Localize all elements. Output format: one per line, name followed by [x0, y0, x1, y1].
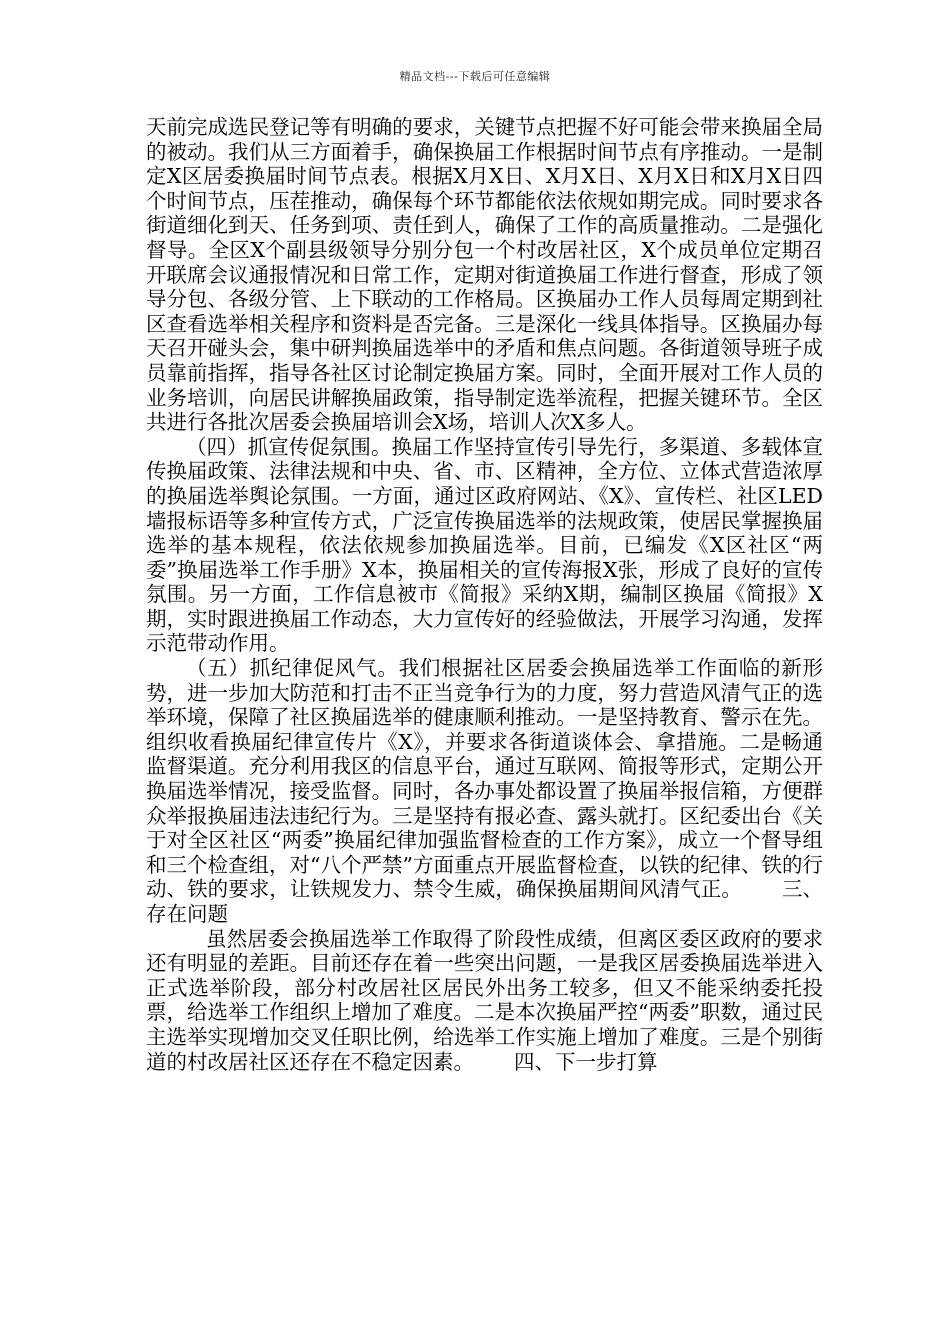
paragraph-2-text: （四）抓宣传促氛围。换届工作坚持宣传引导先行，多渠道、多载体宣传换届政策、法律法规和中央、省、市、区精神，全方位、立体式营造浓厚的换届选举舆论氛围。一方面，通过区政府网站、《X》、宣传栏、社区LED墙报标语等多种宣传方式，广泛宣传换届选举的法规政策，使居民掌握换届选举的基本规程，依法依规参加换届选举。目前，已编发《X区社区“两委”换届选举工作手册》X本，换届相关的宣传海报X张，形成了良好的宣传氛围。另一方面，工作信息被市《简报》采纳X期，编制区换届《简报》X期，实时跟进换届工作动态，大力宣传好的经验做法，开展学习沟通，发挥示范带动作用。: [146, 434, 823, 656]
paragraph-3-text: （五）抓纪律促风气。我们根据社区居委会换届选举工作面临的新形势，进一步加大防范和打击不正当竞争行为的力度，努力营造风清气正的选举环境，保障了社区换届选举的健康顺利推动。一是坚持教育、警示在先。组织收看换届纪律宣传片《X》，并要求各街道谈体会、拿措施。二是畅通监督渠道。充分利用我区的信息平台，通过互联网、简报等形式，定期公开换届选举情况，接受监督。同时，各办事处都设置了换届举报信箱，方便群众举报换届违法违纪行为。三是坚持有报必查、露头就打。区纪委出台《关于对全区社区“两委”换届纪律加强监督检查的工作方案》，成立一个督导组和三个检查组，对“八个严禁”方面重点开展监督检查，以铁的纪律、铁的行动、铁的要求，让铁规发力、禁令生威，确保换届期间风清气正。: [146, 656, 823, 902]
section-heading-3: 三、存在问题: [146, 877, 824, 926]
document-body: [146, 115, 823, 1074]
paragraph-3: [146, 656, 823, 927]
paragraph-1-text: 天前完成选民登记等有明确的要求，关键节点把握不好可能会带来换届全局的被动。我们从三方面着手，确保换届工作根据时间节点有序推动。一是制定X区居委换届时间节点表。根据X月X日、X月X日、X月X日和X月X日四个时间节点，压茬推动，确保每个环节都能依法依规如期完成。同时要求各街道细化到天、任务到项、责任到人，确保了工作的高质量推动。二是强化督导。全区X个副县级领导分别分包一个村改居社区，X个成员单位定期召开联席会议通报情况和日常工作，定期对街道换届工作进行督查，形成了领导分包、各级分管、上下联动的工作格局。区换届办工作人员每周定期到社区查看选举相关程序和资料是否完备。三是深化一线具体指导。区换届办每天召开碰头会，集中研判换届选举中的矛盾和焦点问题。各街道领导班子成员靠前指挥，指导各社区讨论制定换届方案。同时，全面开展对工作人员的业务培训，向居民讲解换届政策，指导制定选举流程，把握关键环节。全区共进行各批次居委会换届培训会X场，培训人次X多人。: [146, 115, 823, 435]
paragraph-4-text: 虽然居委会换届选举工作取得了阶段性成绩，但离区委区政府的要求还有明显的差距。目前还存在着一些突出问题，一是我区居委换届选举进入正式选举阶段，部分村改居社区居民外出务工较多，但又不能采纳委托投票，给选举工作组织上增加了难度。二是本次换届严控“两委”职数，通过民主选举实现增加交叉任职比例，给选举工作实施上增加了难度。三是个别街道的村改居社区还存在不稳定因素。: [146, 926, 823, 1074]
paragraph-2: [146, 435, 823, 656]
page-header: 精品文档---下载后可任意编辑: [399, 70, 551, 83]
paragraph-1: [146, 115, 823, 435]
section-heading-4: 四、下一步打算: [514, 1049, 658, 1074]
paragraph-4: [146, 927, 823, 1075]
